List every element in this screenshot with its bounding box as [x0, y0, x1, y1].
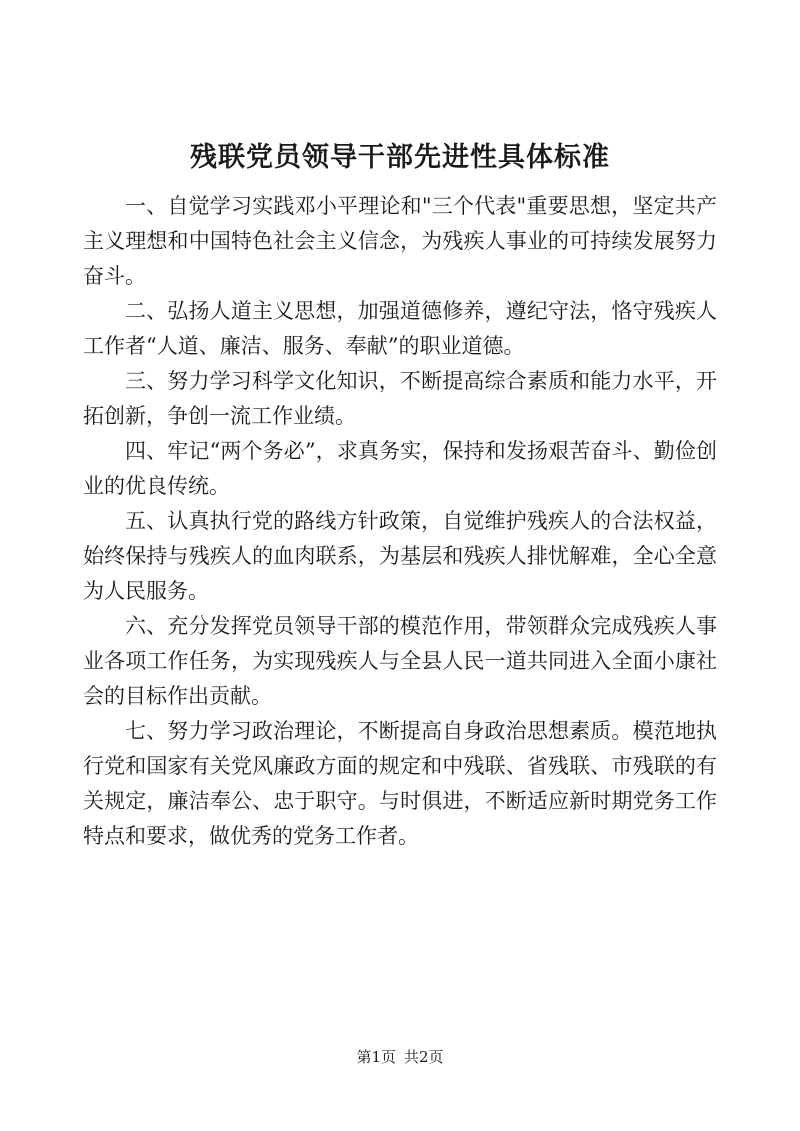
paragraph-3: 三、努力学习科学文化知识，不断提高综合素质和能力水平，开拓创新，争创一流工作业绩。: [83, 369, 717, 428]
paragraph-7: 七、努力学习政治理论，不断提高自身政治思想素质。模范地执行党和国家有关党风廉政方面的规定和中残联、省残联、市残联的有关规定，廉洁奉公、忠于职守。与时俱进，不断适应新时期党务工作特点和要求，做优秀的党务工作者。: [83, 719, 717, 848]
document-body: [83, 189, 717, 854]
paragraph-1: 一、自觉学习实践邓小平理论和"三个代表"重要思想，坚定共产主义理想和中国特色社会主义信念，为残疾人事业的可持续发展努力奋斗。: [83, 194, 717, 288]
page-title: 残联党员领导干部先进性具体标准: [190, 142, 610, 173]
page-total: 共2页: [404, 1048, 444, 1066]
paragraph-6: 六、充分发挥党员领导干部的模范作用，带领群众完成残疾人事业各项工作任务，为实现残疾人与全县人民一道共同进入全面小康社会的目标作出贡献。: [83, 614, 717, 708]
paragraph-2: 二、弘扬人道主义思想，加强道德修养，遵纪守法，恪守残疾人工作者“人道、廉洁、服务、奉献”的职业道德。: [83, 299, 717, 358]
page-footer: [0, 1047, 800, 1067]
paragraph-4: 四、牢记“两个务必”，求真务实，保持和发扬艰苦奋斗、勤俭创业的优良传统。: [83, 439, 717, 498]
paragraph-5: 五、认真执行党的路线方针政策，自觉维护残疾人的合法权益，始终保持与残疾人的血肉联系，为基层和残疾人排忧解难，全心全意为人民服务。: [83, 509, 717, 603]
page-number: 第1页: [356, 1048, 396, 1066]
